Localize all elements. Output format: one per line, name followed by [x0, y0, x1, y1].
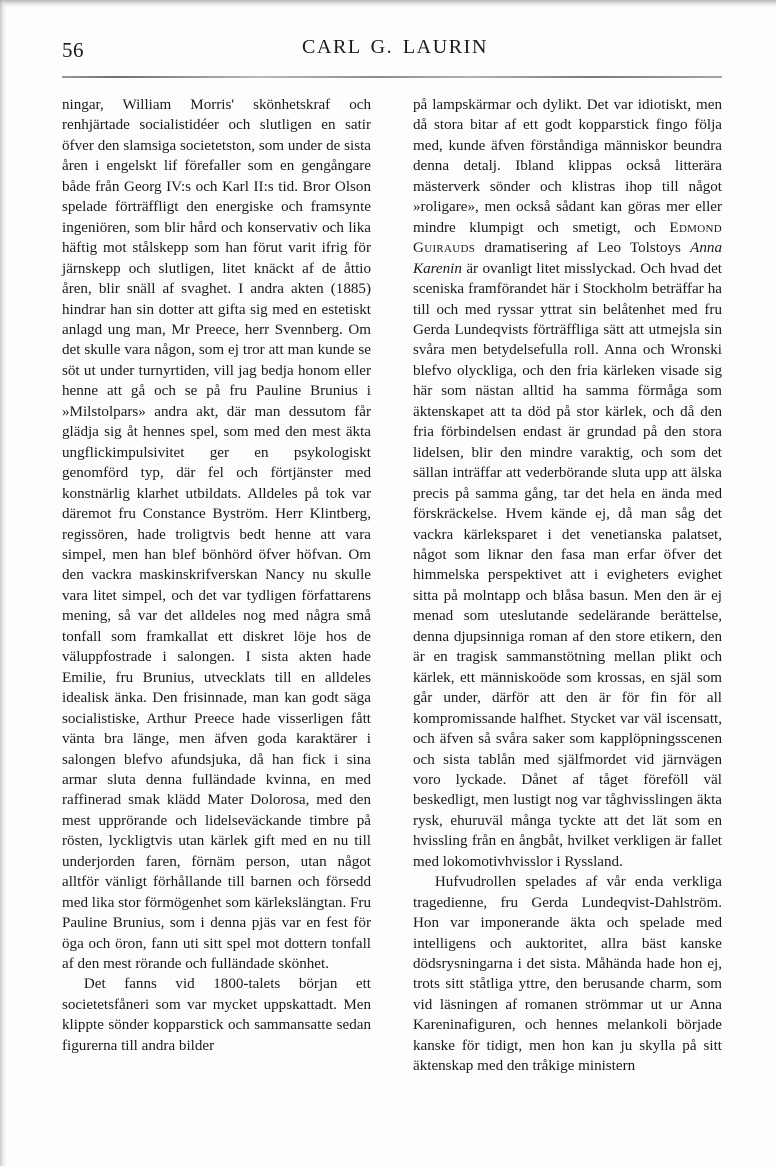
- paragraph: [62, 95, 371, 974]
- paragraph: [413, 872, 722, 1077]
- running-head: [62, 36, 722, 70]
- text-run: är ovanligt litet misslyckad. Och hvad det sceniska framförandet här i Stockholm beträffar ha till och med ryssar yttrat sin belåtenhet med fru Gerda Lundeqvists förträffliga sätt att utmejsla sin svåra men betydelsefulla roll. Anna och Wronski blefvo olyckliga, och den fria kärleken visade sig här som nästan alltid ha samma förmåga som äktenskapet att ta död på stor kärlek, och då den fria förbindelsen endast är grundad på den stora lidelsen, blir den mindre varaktig, och som det sällan inträffar att vederbörande sluta upp att älska precis på samma gång, tar det hela en ända med förskräckelse. Hvem kände ej, då man såg det vackra kärleksparet i det venetianska palatset, något som liknar den fasa man erfar öfver det himmelska perspektivet att i evigheters evighet sitta på molntapp och blåsa basun. Men den är ej menad som uteslutande sedelärande berättelse, denna djupsinniga roman af den store etikern, den är en tragisk sammanstötning mellan plikt och kärlek, ett människoöde som krossas, en själ som går under, därför att den är för fin för all kompromissande halfhet. Stycket var väl iscensatt, och äfven så svåra saker som kapplöpningsscenen och sista tablån med själfmordet vid järnvägen voro lyckade. Dånet af tåget föreföll väl beskedligt, men lustigt nog var tåghvisslingen äkta rysk, ehuruväl många tyckte att det lät som en hvissling från en ångbåt, hvilket verkligen är fallet med lokomotivhvisslor i Ryssland.: [413, 260, 722, 870]
- page-content: [62, 36, 722, 1077]
- italic-work-title: Anna Karenin: [413, 240, 722, 277]
- page-number: 56: [62, 38, 84, 62]
- paragraph: [413, 95, 722, 872]
- text-columns: [62, 95, 722, 1077]
- scan-edge-artifact-top: [0, 0, 776, 7]
- text-run: dramatisering af Leo Tolstoys: [475, 240, 691, 257]
- text-run: Det fanns vid 1800-talets början ett societetsfåneri som var mycket uppskattadt. Men klippte sönder kopparstick och sammansatte sedan figurerna till andra bilder: [62, 976, 371, 1054]
- text-run: på lampskärmar och dylikt. Det var idiotiskt, men då stora bitar af ett godt kopparstick fingo följa med, kunde äfven förståndiga människor beundra denna detalj. Ibland klippas också litterära mästerverk sönder och klistras ihop till något »roligare», men också sådant kan göras mer eller mindre klumpigt och smetigt, och: [413, 97, 722, 236]
- scan-edge-artifact-left: [0, 0, 6, 1166]
- header-rule: [62, 76, 722, 78]
- paragraph: [62, 974, 371, 1056]
- column-right: [413, 95, 722, 1077]
- text-run: Hufvudrollen spelades af vår enda verkliga tragedienne, fru Gerda Lundeqvist-Dahlström. Hon var imponerande äkta och spelade med intelligens och auktoritet, allra bäst kanske dödsrysningarna i det sista. Måhända hade hon ej, trots sitt ståtliga yttre, den berusande charm, som vid läsningen af romanen strömmar ut ur Anna Kareninafiguren, och hennes melankoli började kanske för tidigt, men hon kan ju skylla på sitt äktenskap med den tråkige ministern: [413, 874, 722, 1075]
- running-title: CARL G. LAURIN: [302, 36, 488, 58]
- small-caps-name: Edmond Guirauds: [413, 219, 722, 257]
- text-run: ningar, William Morris' skönhetskraf och renhjärtade socialistidéer och slutligen en satir öfver den slamsiga societetston, som under de sista åren i engelskt lif förefaller som en gengångare både från Georg IV:s och Karl II:s tid. Bror Olson spelade förträffligt den energiske och framsynte ingeniören, som blir hård och konservativ och lika häftig mot stålskepp som han förut varit ifrig för järnskepp och slutligen, litet knäckt af de åttio åren, blir snäll af svaghet. I andra akten (1885) hindrar han sin dotter att gifta sig med en estetiskt anlagd ung man, Mr Preece, herr Svennberg. Om det skulle vara någon, som ej tror att man kunde se söt ut under turnyrtiden, vill jag bedja honom eller henne att gå och se på fru Pauline Brunius i »Milstolpars» andra akt, där man dessutom får glädja sig åt hennes spel, som med den mest äkta ungflickimpulsivitet ger en psykologiskt genomförd typ, där fel och förtjänster med konstnärlig klarhet utbildats. Alldeles på tok var däremot fru Constance Byström. Herr Klintberg, regissören, hade troligtvis bedt henne att vara simpel, men han blef bönhörd öfver höfvan. Om den vackra maskinskrifverskan Nancy nu skulle vara litet simpel, och det var tydligen författarens mening, så var det alldeles nog med några små tonfall som framkallat ett diskret löje hos de väluppfostrade i salongen. I sista akten hade Emilie, fru Brunius, utvecklats till en alldeles idealisk änka. Den frisinnade, man kan godt säga socialistiske, Arthur Preece hade visserligen fått vänta bra länge, men äfven goda karaktärer i salongen blefvo afundsjuka, då han fick i sina armar sluta denna fulländade kvinna, en med raffinerad smak klädd Mater Dolorosa, med den mest upprörande och lidelseväckande timbre på rösten, lyckligtvis utan kärlek gift med en nu till underjorden faren, förnäm person, utan något alltför vänligt förhållande till barnen och försedd med lika stor förmögenhet som kärlekslängtan. Fru Pauline Brunius, som i denna pjäs var en fest för öga och öron, fann uti sitt spel mot dottern tonfall af den mest rörande och fulländade skönhet.: [62, 97, 371, 973]
- column-left: [62, 95, 371, 1077]
